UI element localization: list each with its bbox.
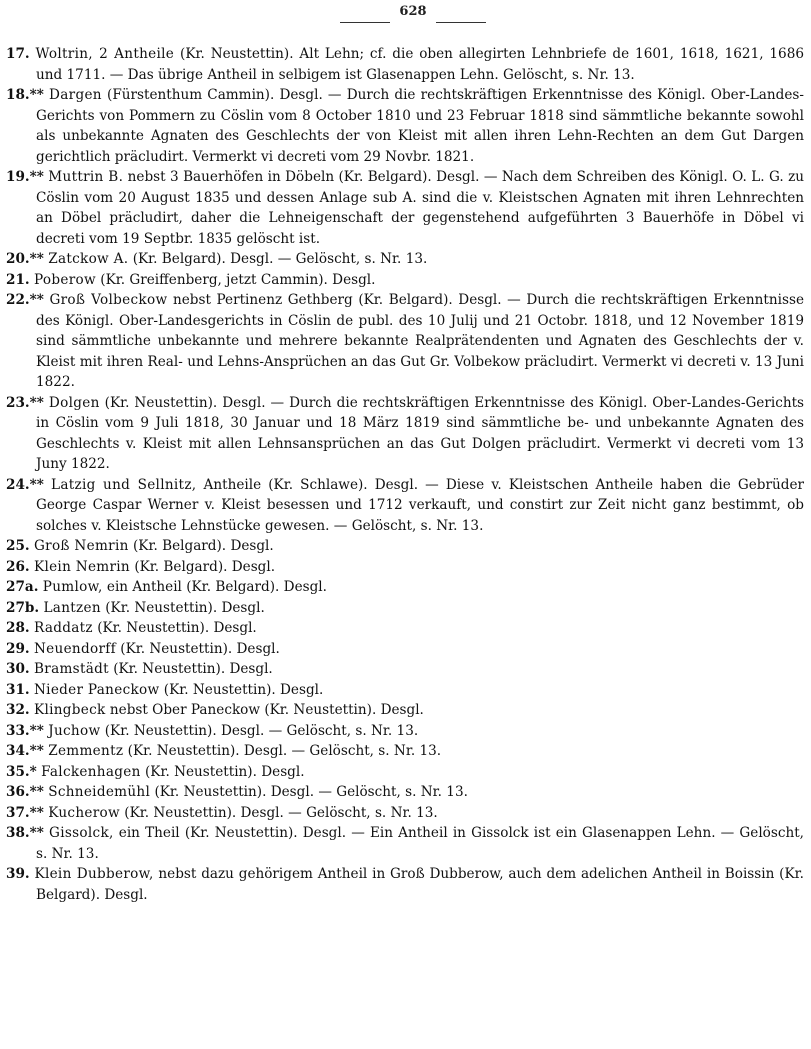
entry-number: 19.** [6, 169, 44, 185]
list-item [6, 864, 804, 905]
list-item [6, 700, 804, 721]
entry-text: (Kr. Greiffenberg, jetzt Cammin). Desgl. [100, 271, 376, 288]
list-item [6, 536, 804, 557]
entry-place-name: Gissolck, [49, 825, 114, 841]
entry-text: (Kr. Neustettin). Desgl. — Gelöscht, s. Nr. 13. [154, 784, 468, 800]
list-item [6, 557, 804, 578]
entry-place-name: Dolgen [48, 394, 100, 411]
entry-place-name: Schneidemühl [48, 784, 151, 800]
list-item [6, 393, 804, 475]
entry-text: (Kr. Neustettin). Desgl. [120, 640, 280, 657]
entry-text: (Kr. Neustettin). Desgl. — Gelöscht, s. Nr. 13. [104, 722, 419, 739]
entry-text: (Kr. Neustettin). Desgl. — Gelöscht, s. Nr. 13. [127, 743, 442, 759]
page-header [0, 0, 811, 40]
entry-place-name: Klingbeck [33, 702, 106, 718]
list-item [6, 598, 804, 619]
entry-text: ein Antheil (Kr. Belgard). Desgl. [106, 579, 327, 595]
entry-number: 21. [6, 271, 30, 288]
list-item [6, 85, 804, 167]
entry-place-name: Klein Nemrin [33, 558, 130, 575]
entry-number: 37.** [6, 804, 44, 821]
entry-place-name: Woltrin, 2 Antheile [35, 46, 175, 62]
entry-number: 26. [6, 558, 30, 575]
entry-number: 30. [6, 661, 30, 677]
list-item [6, 290, 804, 393]
entry-text: (Kr. Belgard). Desgl. [134, 558, 276, 575]
entry-number: 32. [6, 702, 30, 718]
entry-place-name: Muttrin B. [48, 169, 124, 185]
list-item [6, 44, 804, 85]
entry-number: 22.** [6, 292, 44, 308]
list-item [6, 618, 804, 639]
list-item [6, 721, 804, 742]
entry-number: 20.** [6, 251, 44, 267]
entry-place-name: Kucherow [48, 804, 120, 821]
entry-number: 28. [6, 620, 30, 636]
entry-text: (Kr. Neustettin). Desgl. [163, 681, 324, 698]
entry-text: (Kr. Neustettin). Alt Lehn; cf. die oben allegirten Lehnbriefe de 1601, 1618, 1621, 1686 und 1711. — Das übrige Antheil in selbigem ist Glasenappen Lehn. Gelöscht, s. Nr. 13. [36, 46, 805, 83]
entry-place-name: Dargen [49, 87, 102, 103]
entry-text: (Kr. Belgard). Desgl. [133, 538, 274, 554]
entry-place-name: Latzig und Sellnitz, [51, 476, 197, 493]
entry-text: nebst Ober Paneckow (Kr. Neustettin). Desgl. [109, 702, 424, 718]
list-item [6, 803, 804, 824]
entry-place-name: Neuendorff [33, 640, 116, 657]
entry-number: 18.** [6, 87, 44, 103]
list-item [6, 680, 804, 701]
entry-number: 39. [6, 866, 30, 882]
entry-text: (Kr. Neustettin). Desgl. [145, 763, 305, 780]
entry-number: 29. [6, 640, 30, 657]
entry-text: Antheile (Kr. Schlawe). Desgl. — Diese v. Kleistschen Antheile haben die Gebrüder George Caspar Werner v. Kleist besessen und 1712 verkauft, und constirt zur Zeit nicht ganz bestimmt, ob solches v. Kleistsche Lehnstücke gewesen. — Gelöscht, s. Nr. 13. [36, 476, 804, 534]
entry-place-name: Pumlow, [42, 579, 103, 595]
entry-place-name: Raddatz [33, 620, 93, 636]
entry-number: 24.** [6, 476, 44, 493]
entry-place-name: Juchow [48, 722, 101, 739]
entry-number: 33.** [6, 722, 44, 739]
entry-place-name: Bramstädt [33, 661, 109, 677]
entry-place-name: Groß Volbeckow [49, 292, 168, 308]
entry-place-name: Zemmentz [48, 743, 124, 759]
list-item [6, 823, 804, 864]
list-item [6, 782, 804, 803]
entry-number: 25. [6, 538, 30, 554]
list-item [6, 475, 804, 537]
entry-list [6, 44, 804, 905]
entry-place-name: Zatckow A. [48, 251, 129, 267]
list-item [6, 762, 804, 783]
entry-number: 36.** [6, 784, 44, 800]
entry-number: 34.** [6, 743, 44, 759]
page-number: 628 [399, 4, 427, 19]
entry-text: (Kr. Neustettin). Desgl. [113, 661, 273, 677]
entry-text: nebst Pertinenz Gethberg (Kr. Belgard). Desgl. — Durch die rechtskräftigen Erkenntnisse des Königl. Ober-Landesgerichts in Cöslin de publ. des 10 Julij und 21 Octobr. 1818, und 12 November 1819 sind sämmtliche unbekannte und mehrere bekannte Realprätendenten und Agnaten des Geschlechts der v. Kleist mit ihren Real- und Lehns-Ansprüchen an das Gut Gr. Volbekow präcludirt. Vermerkt vi decreti v. 13 Juni 1822. [36, 292, 804, 390]
list-item [6, 639, 804, 660]
entry-text: (Kr. Neustettin). Desgl. — Gelöscht, s. Nr. 13. [124, 804, 438, 821]
entry-number: 38.** [6, 825, 44, 841]
entry-place-name: Nieder Paneckow [33, 681, 160, 698]
entry-place-name: Groß Nemrin [33, 538, 129, 554]
list-item [6, 741, 804, 762]
entry-number: 17. [6, 46, 30, 62]
entry-text: nebst 3 Bauerhöfen in Döbeln (Kr. Belgard). Desgl. — Nach dem Schreiben des Königl. O. L. G. zu Cöslin vom 20 August 1835 und dessen Anlage sub A. sind die v. Kleistschen Agnaten mit ihren Lehnrechten an Döbel präcludirt, daher die Lehneigenschaft der gegenstehend aufgeführten 3 Bauerhöfe in Döbel vi decreti vom 19 Septbr. 1835 gelöscht ist. [36, 169, 804, 247]
header-rule-right [436, 22, 486, 23]
list-item [6, 659, 804, 680]
entry-number: 31. [6, 681, 30, 698]
entry-number: 23.** [6, 394, 44, 411]
entry-text: ein Theil (Kr. Neustettin). Desgl. — Ein Antheil in Gissolck ist ein Glasenappen Lehn. — Gelöscht, s. Nr. 13. [36, 825, 804, 862]
list-item [6, 249, 804, 270]
entry-place-name: Falckenhagen [41, 763, 141, 780]
entry-number: 35.* [6, 763, 37, 780]
entry-text: nebst dazu gehörigem Antheil in Groß Dubberow, auch dem adelichen Antheil in Boissin (Kr. Belgard). Desgl. [36, 866, 804, 903]
entry-place-name: Lantzen [43, 599, 101, 616]
entry-place-name: Poberow [33, 271, 96, 288]
header-rule-left [340, 22, 390, 23]
list-item [6, 167, 804, 249]
entry-text: (Kr. Neustettin). Desgl. [105, 599, 265, 616]
list-item [6, 577, 804, 598]
entry-text: (Kr. Neustettin). Desgl. [97, 620, 257, 636]
entry-text: (Fürstenthum Cammin). Desgl. — Durch die rechtskräftigen Erkenntnisse des Königl. Ober-Landes-Gerichts von Pommern zu Cöslin vom 8 October 1810 und 23 Februar 1818 sind sämmtliche bekannte sowohl als unbekannte Agnaten des Geschlechts der von Kleist mit allen ihren Lehn-Rechten an dem Gut Dargen gerichtlich präcludirt. Vermerkt vi decreti vom 29 Novbr. 1821. [36, 87, 804, 165]
list-item [6, 270, 804, 291]
entry-number: 27b. [6, 599, 40, 616]
entry-number: 27a. [6, 579, 39, 595]
entry-place-name: Klein Dubberow, [34, 866, 154, 882]
entry-text: (Kr. Belgard). Desgl. — Gelöscht, s. Nr. 13. [132, 251, 428, 267]
entry-text: (Kr. Neustettin). Desgl. — Durch die rechtskräftigen Erkenntnisse des Königl. Ober-Landes-Gerichts in Cöslin vom 9 Juli 1818, 30 Januar und 18 März 1819 sind sämmtliche be- und unbekannte Agnaten des Geschlechts v. Kleist mit allen Lehnsansprüchen an das Gut Dolgen präcludirt. Vermerkt vi decreti vom 13 Juny 1822. [36, 394, 805, 472]
